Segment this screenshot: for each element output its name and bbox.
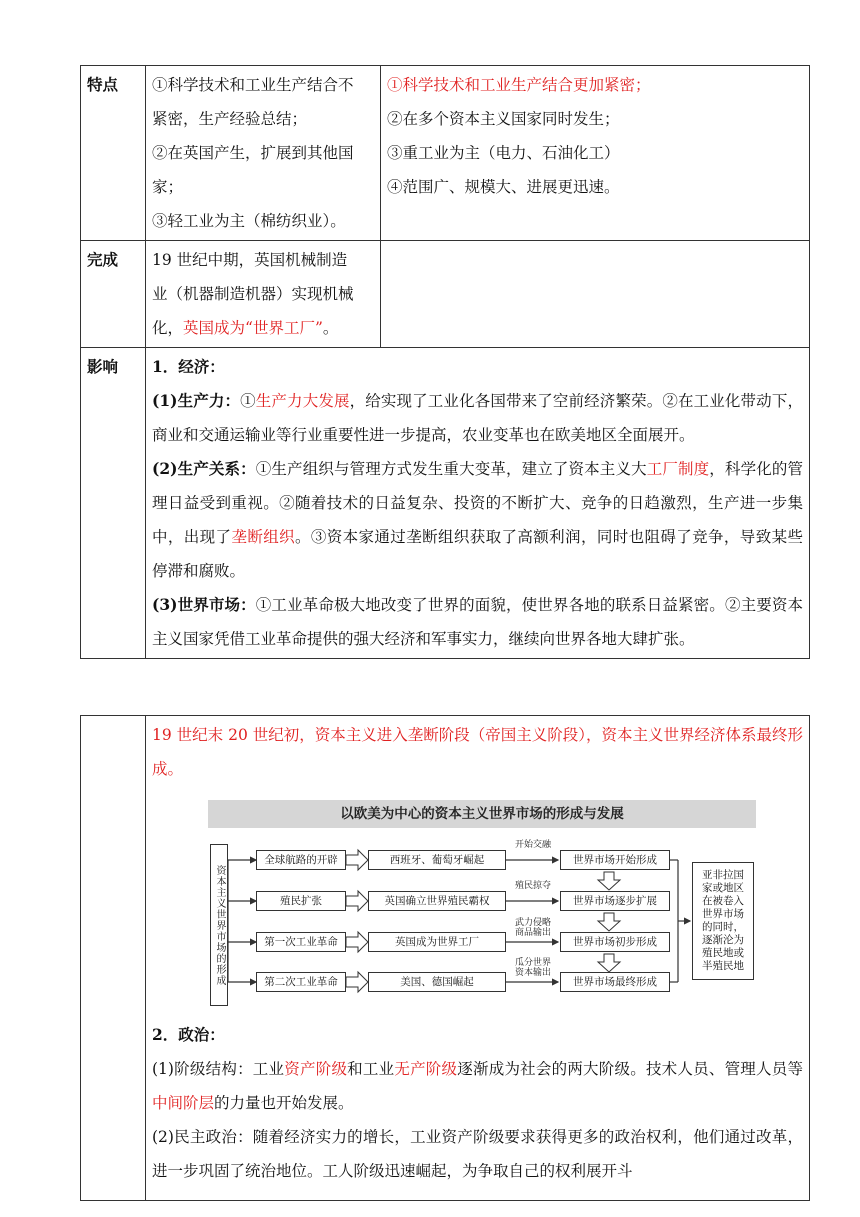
relations-paragraph	[152, 452, 803, 588]
text-line: 19 世纪中期，英国机械制造	[152, 251, 348, 269]
text-span: 化，	[152, 319, 184, 337]
first-revolution-features	[146, 66, 381, 241]
market-paragraph	[152, 588, 803, 656]
actor-box: 英国成为世界工厂	[368, 932, 506, 952]
text-span: ，给实现了工业化各国带来了空前经济繁荣。②在工业化带动下，商业和交通运输业等行业重要性进一步提高，农业变革也在欧美地区全面展开。	[152, 392, 803, 444]
text-line: 业（机器制造机器）实现机械	[152, 285, 354, 303]
stage-box: 世界市场逐步扩展	[560, 891, 670, 911]
stage-box: 世界市场开始形成	[560, 850, 670, 870]
row-label	[81, 716, 146, 1201]
actor-box: 西班牙、葡萄牙崛起	[368, 850, 506, 870]
highlight-text: 工厂制度	[646, 460, 710, 478]
text-span: 。③资本家通过垄断组织获取了高额利润，同时也阻碍了竞争，导致某些停滞和腐败。	[152, 528, 803, 580]
text-line: ②在英国产生，扩展到其他国	[152, 144, 354, 162]
text-span: 逐渐成为社会的两大阶级。技术人员、管理人员等	[457, 1060, 803, 1078]
sub-heading: (1)生产力：	[152, 391, 241, 410]
text-span: 。	[322, 319, 339, 337]
highlight-text: 生产力大发展	[255, 392, 350, 410]
text-span: ①工业革命极大地改变了世界的面貌，使世界各地的联系日益紧密。②主要资本主义国家凭借工业革命提供的强大经济和军事实力，继续向世界各地大肆扩张。	[152, 596, 804, 648]
actor-box: 美国、德国崛起	[368, 972, 506, 992]
cause-box: 第二次工业革命	[256, 972, 346, 992]
text-line: 紧密，生产经验总结；	[152, 110, 308, 128]
highlight-text: 无产阶级	[394, 1060, 458, 1078]
productivity-paragraph	[152, 384, 803, 452]
second-revolution-completion	[381, 241, 810, 348]
impact-cell	[146, 348, 810, 659]
text-span: ①生产组织与管理方式发生重大变革，建立了资本主义大	[255, 460, 647, 478]
first-revolution-completion	[146, 241, 381, 348]
section-heading: 1．经济：	[152, 357, 225, 376]
result-box: 亚非拉国家或地区在被卷入世界市场的同时，逐渐沦为殖民地或半殖民地	[692, 862, 754, 980]
row-label: 完成	[81, 241, 146, 348]
impact-continued-table	[80, 715, 810, 1201]
cause-box: 殖民扩张	[256, 891, 346, 911]
diagram-left-label: 资本主义世界市场的形成	[210, 844, 228, 1006]
stage-intro: 19 世纪末 20 世纪初，资本主义进入垄断阶段（帝国主义阶段），资本主义世界经济体系最终形成。	[152, 726, 803, 778]
continued-cell	[146, 716, 810, 1201]
text-span: (1)阶级结构：工业	[152, 1060, 285, 1078]
comparison-table	[80, 65, 810, 659]
highlight-text: 资产阶级	[284, 1060, 348, 1078]
table-row	[81, 348, 810, 659]
sub-heading: (3)世界市场：	[152, 595, 256, 614]
text-line: ③重工业为主（电力、石油化工）	[387, 144, 620, 162]
text-span: 的力量也开始发展。	[214, 1094, 354, 1112]
sub-heading: (2)生产关系：	[152, 459, 256, 478]
cause-box: 第一次工业革命	[256, 932, 346, 952]
text-line: ③轻工业为主（棉纺织业）。	[152, 212, 346, 230]
edge-label: 开始交融	[514, 840, 551, 850]
stage-box: 世界市场最终形成	[560, 972, 670, 992]
world-market-diagram	[208, 800, 756, 1010]
edge-label: 武力侵略 商品输出	[514, 918, 551, 938]
table-row	[81, 716, 810, 1201]
text-span: ①	[240, 392, 256, 410]
table-row	[81, 241, 810, 348]
text-line: ①科学技术和工业生产结合不	[152, 76, 354, 94]
section-heading: 2．政治：	[152, 1025, 225, 1044]
actor-box: 英国确立世界殖民霸权	[368, 891, 506, 911]
edge-label: 瓜分世界 资本输出	[514, 958, 551, 978]
row-label: 影响	[81, 348, 146, 659]
class-structure-paragraph	[152, 1052, 803, 1120]
democracy-paragraph: (2)民主政治：随着经济实力的增长，工业资产阶级要求获得更多的政治权利，他们通过改革，进一步巩固了统治地位。工人阶级迅速崛起，为争取自己的权利展开斗	[152, 1128, 803, 1180]
text-line: 家；	[152, 178, 184, 196]
diagram-title: 以欧美为中心的资本主义世界市场的形成与发展	[208, 800, 756, 828]
table-row	[81, 66, 810, 241]
stage-box: 世界市场初步形成	[560, 932, 670, 952]
second-revolution-features	[381, 66, 810, 241]
text-line	[152, 311, 374, 345]
text-line: ④范围广、规模大、进展更迅速。	[387, 178, 620, 196]
highlight-text: 垄断组织	[231, 528, 295, 546]
text-span: ，科学化的管理日益受到重视。②随着技术的日益复杂、投资的不断扩大、竞争的日趋激烈，生产进一步集中，出现了	[152, 460, 803, 546]
highlight-text: 英国成为“世界工厂”	[183, 319, 323, 337]
text-line: ②在多个资本主义国家同时发生；	[387, 110, 620, 128]
text-span: 和工业	[347, 1060, 395, 1078]
text-line: ①科学技术和工业生产结合更加紧密；	[387, 76, 651, 94]
cause-box: 全球航路的开辟	[256, 850, 346, 870]
highlight-text: 中间阶层	[152, 1094, 215, 1112]
edge-label: 殖民掠夺	[514, 881, 551, 891]
row-label: 特点	[81, 66, 146, 241]
